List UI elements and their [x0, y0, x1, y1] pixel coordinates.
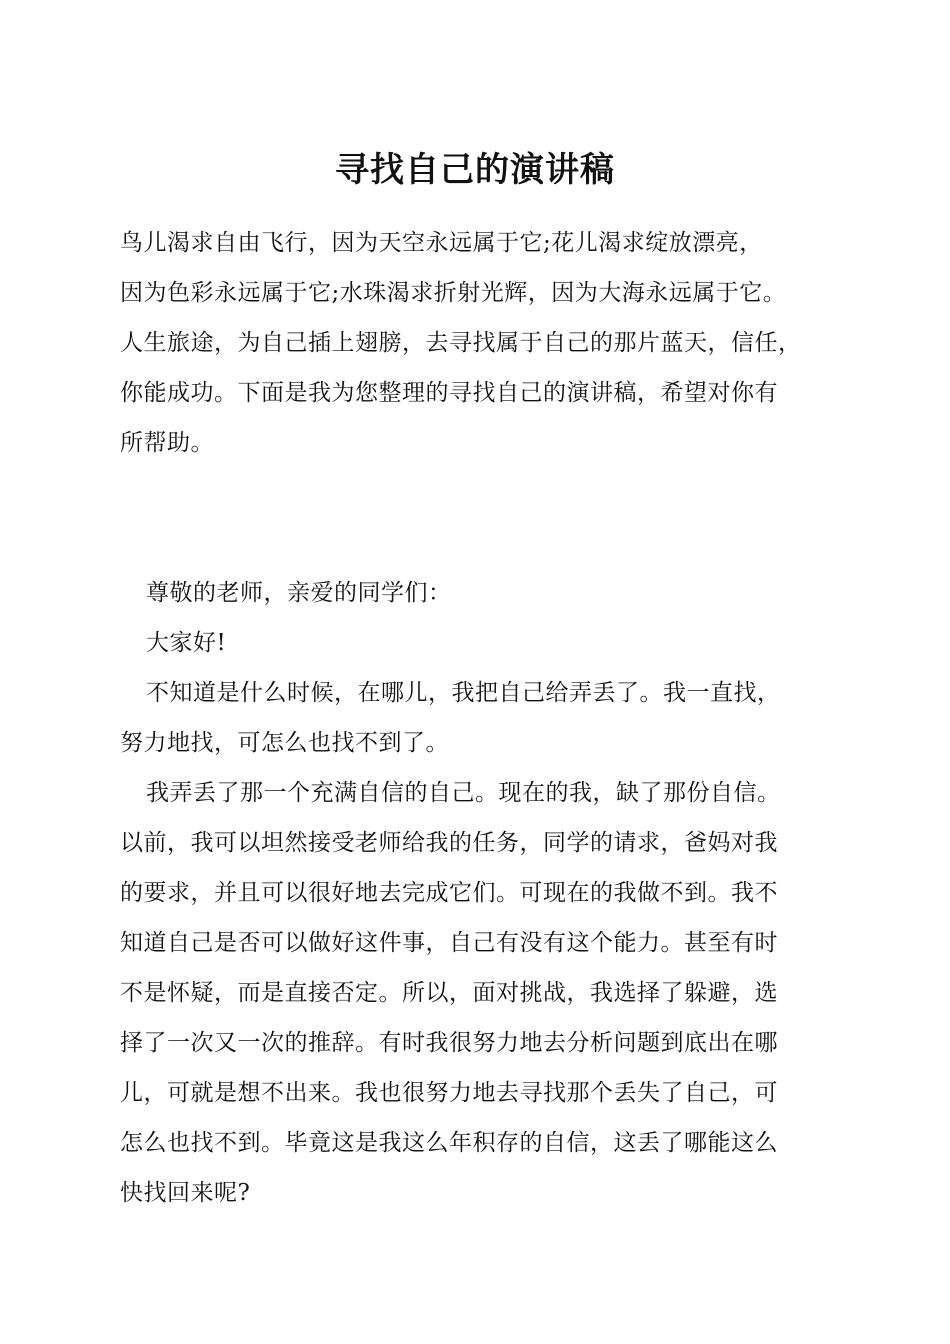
intro-line: 所帮助。: [120, 430, 214, 456]
intro-line: 鸟儿渴求自由飞行，因为天空永远属于它;花儿渴求绽放漂亮，: [120, 230, 763, 256]
body-line: 不知道是什么时候，在哪儿，我把自己给弄丢了。我一直找，: [146, 680, 781, 706]
salutation: 尊敬的老师，亲爱的同学们：: [146, 580, 452, 606]
body-line: 我弄丢了那一个充满自信的自己。现在的我，缺了那份自信。: [146, 780, 781, 806]
body-line: 快找回来呢?: [120, 1180, 251, 1206]
body-line: 不是怀疑，而是直接否定。所以，面对挑战，我选择了躲避，选: [120, 980, 778, 1006]
body-line: 的要求，并且可以很好地去完成它们。可现在的我做不到。我不: [120, 880, 778, 906]
intro-line: 你能成功。下面是我为您整理的寻找自己的演讲稿，希望对你有: [120, 380, 778, 406]
body-line: 以前，我可以坦然接受老师给我的任务，同学的请求，爸妈对我: [120, 830, 778, 856]
speech-body: [120, 568, 858, 1218]
intro-line: 人生旅途，为自己插上翅膀，去寻找属于自己的那片蓝天，信任，: [120, 330, 802, 356]
greeting: 大家好!: [146, 630, 227, 656]
document-title: 寻找自己的演讲稿: [335, 150, 615, 190]
body-line: 怎么也找不到。毕竟这是我这么年积存的自信，这丢了哪能这么: [120, 1130, 778, 1156]
intro-line: 因为色彩永远属于它;水珠渴求折射光辉，因为大海永远属于它。: [120, 280, 787, 306]
body-line: 儿，可就是想不出来。我也很努力地去寻找那个丢失了自己，可: [120, 1080, 778, 1106]
body-line: 知道自己是否可以做好这件事，自己有没有这个能力。甚至有时: [120, 930, 778, 956]
body-line: 努力地找，可怎么也找不到了。: [120, 730, 449, 756]
body-line: 择了一次又一次的推辞。有时我很努力地去分析问题到底出在哪: [120, 1030, 778, 1056]
intro-paragraph: [120, 218, 858, 468]
